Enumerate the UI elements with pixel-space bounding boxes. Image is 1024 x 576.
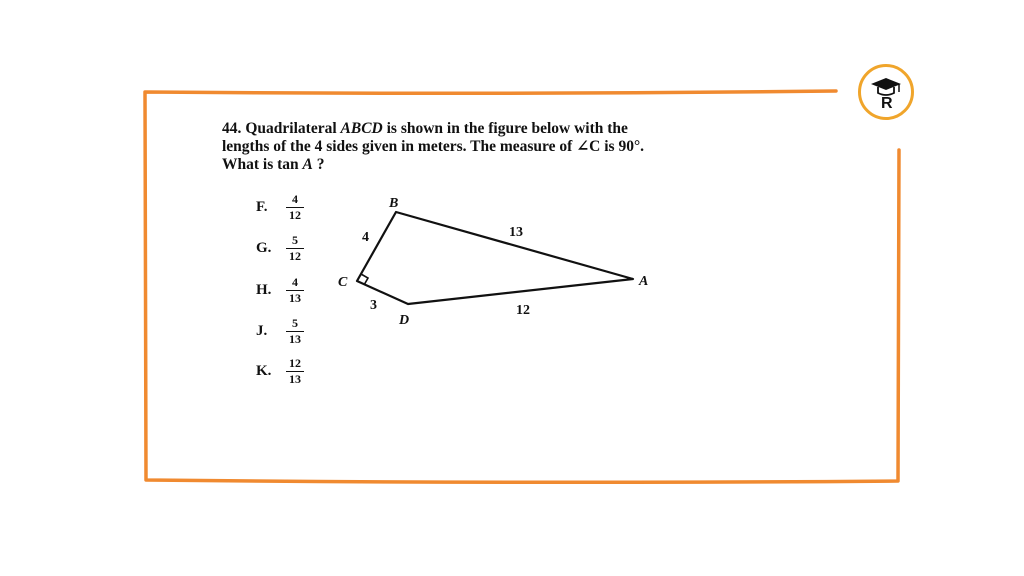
- vertex-a-label: A: [639, 274, 649, 289]
- choice-f[interactable]: F. $\frac{4}{12}$: [256, 193, 304, 222]
- side-cd-label: 3: [370, 298, 377, 313]
- question-number: 44.: [222, 120, 242, 137]
- vertex-b-label: B: [389, 196, 399, 211]
- fraction: $\frac{12}{13}$: [286, 357, 304, 386]
- vertex-c-label: C: [338, 275, 348, 290]
- svg-text:R: R: [881, 95, 893, 112]
- vertex-d-label: D: [399, 313, 410, 328]
- fraction: $\frac{4}{13}$: [286, 276, 304, 305]
- choice-g[interactable]: G. $\frac{5}{12}$: [256, 234, 304, 263]
- fraction: $\frac{5}{13}$: [286, 317, 304, 346]
- side-bc-label: 4: [362, 230, 369, 245]
- quadrilateral-abcd: [357, 212, 633, 304]
- fraction: $\frac{5}{12}$: [286, 234, 304, 263]
- choice-j[interactable]: J. $\frac{5}{13}$: [256, 317, 304, 346]
- choice-k[interactable]: K. $\frac{12}{13}$: [256, 357, 304, 386]
- side-ad-label: 12: [516, 303, 530, 318]
- question-text: 44. Quadrilateral ABCD is shown in the figure below with the lengths of the 4 sides given in meters. The measure of ∠C is 90°. What is tan A ?: [222, 120, 645, 173]
- fraction: $\frac{4}{12}$: [286, 193, 304, 222]
- brand-logo: [858, 64, 914, 120]
- graduation-cap-icon: [861, 67, 911, 117]
- side-ab-label: 13: [509, 225, 523, 240]
- choice-h[interactable]: H. $\frac{4}{13}$: [256, 276, 304, 305]
